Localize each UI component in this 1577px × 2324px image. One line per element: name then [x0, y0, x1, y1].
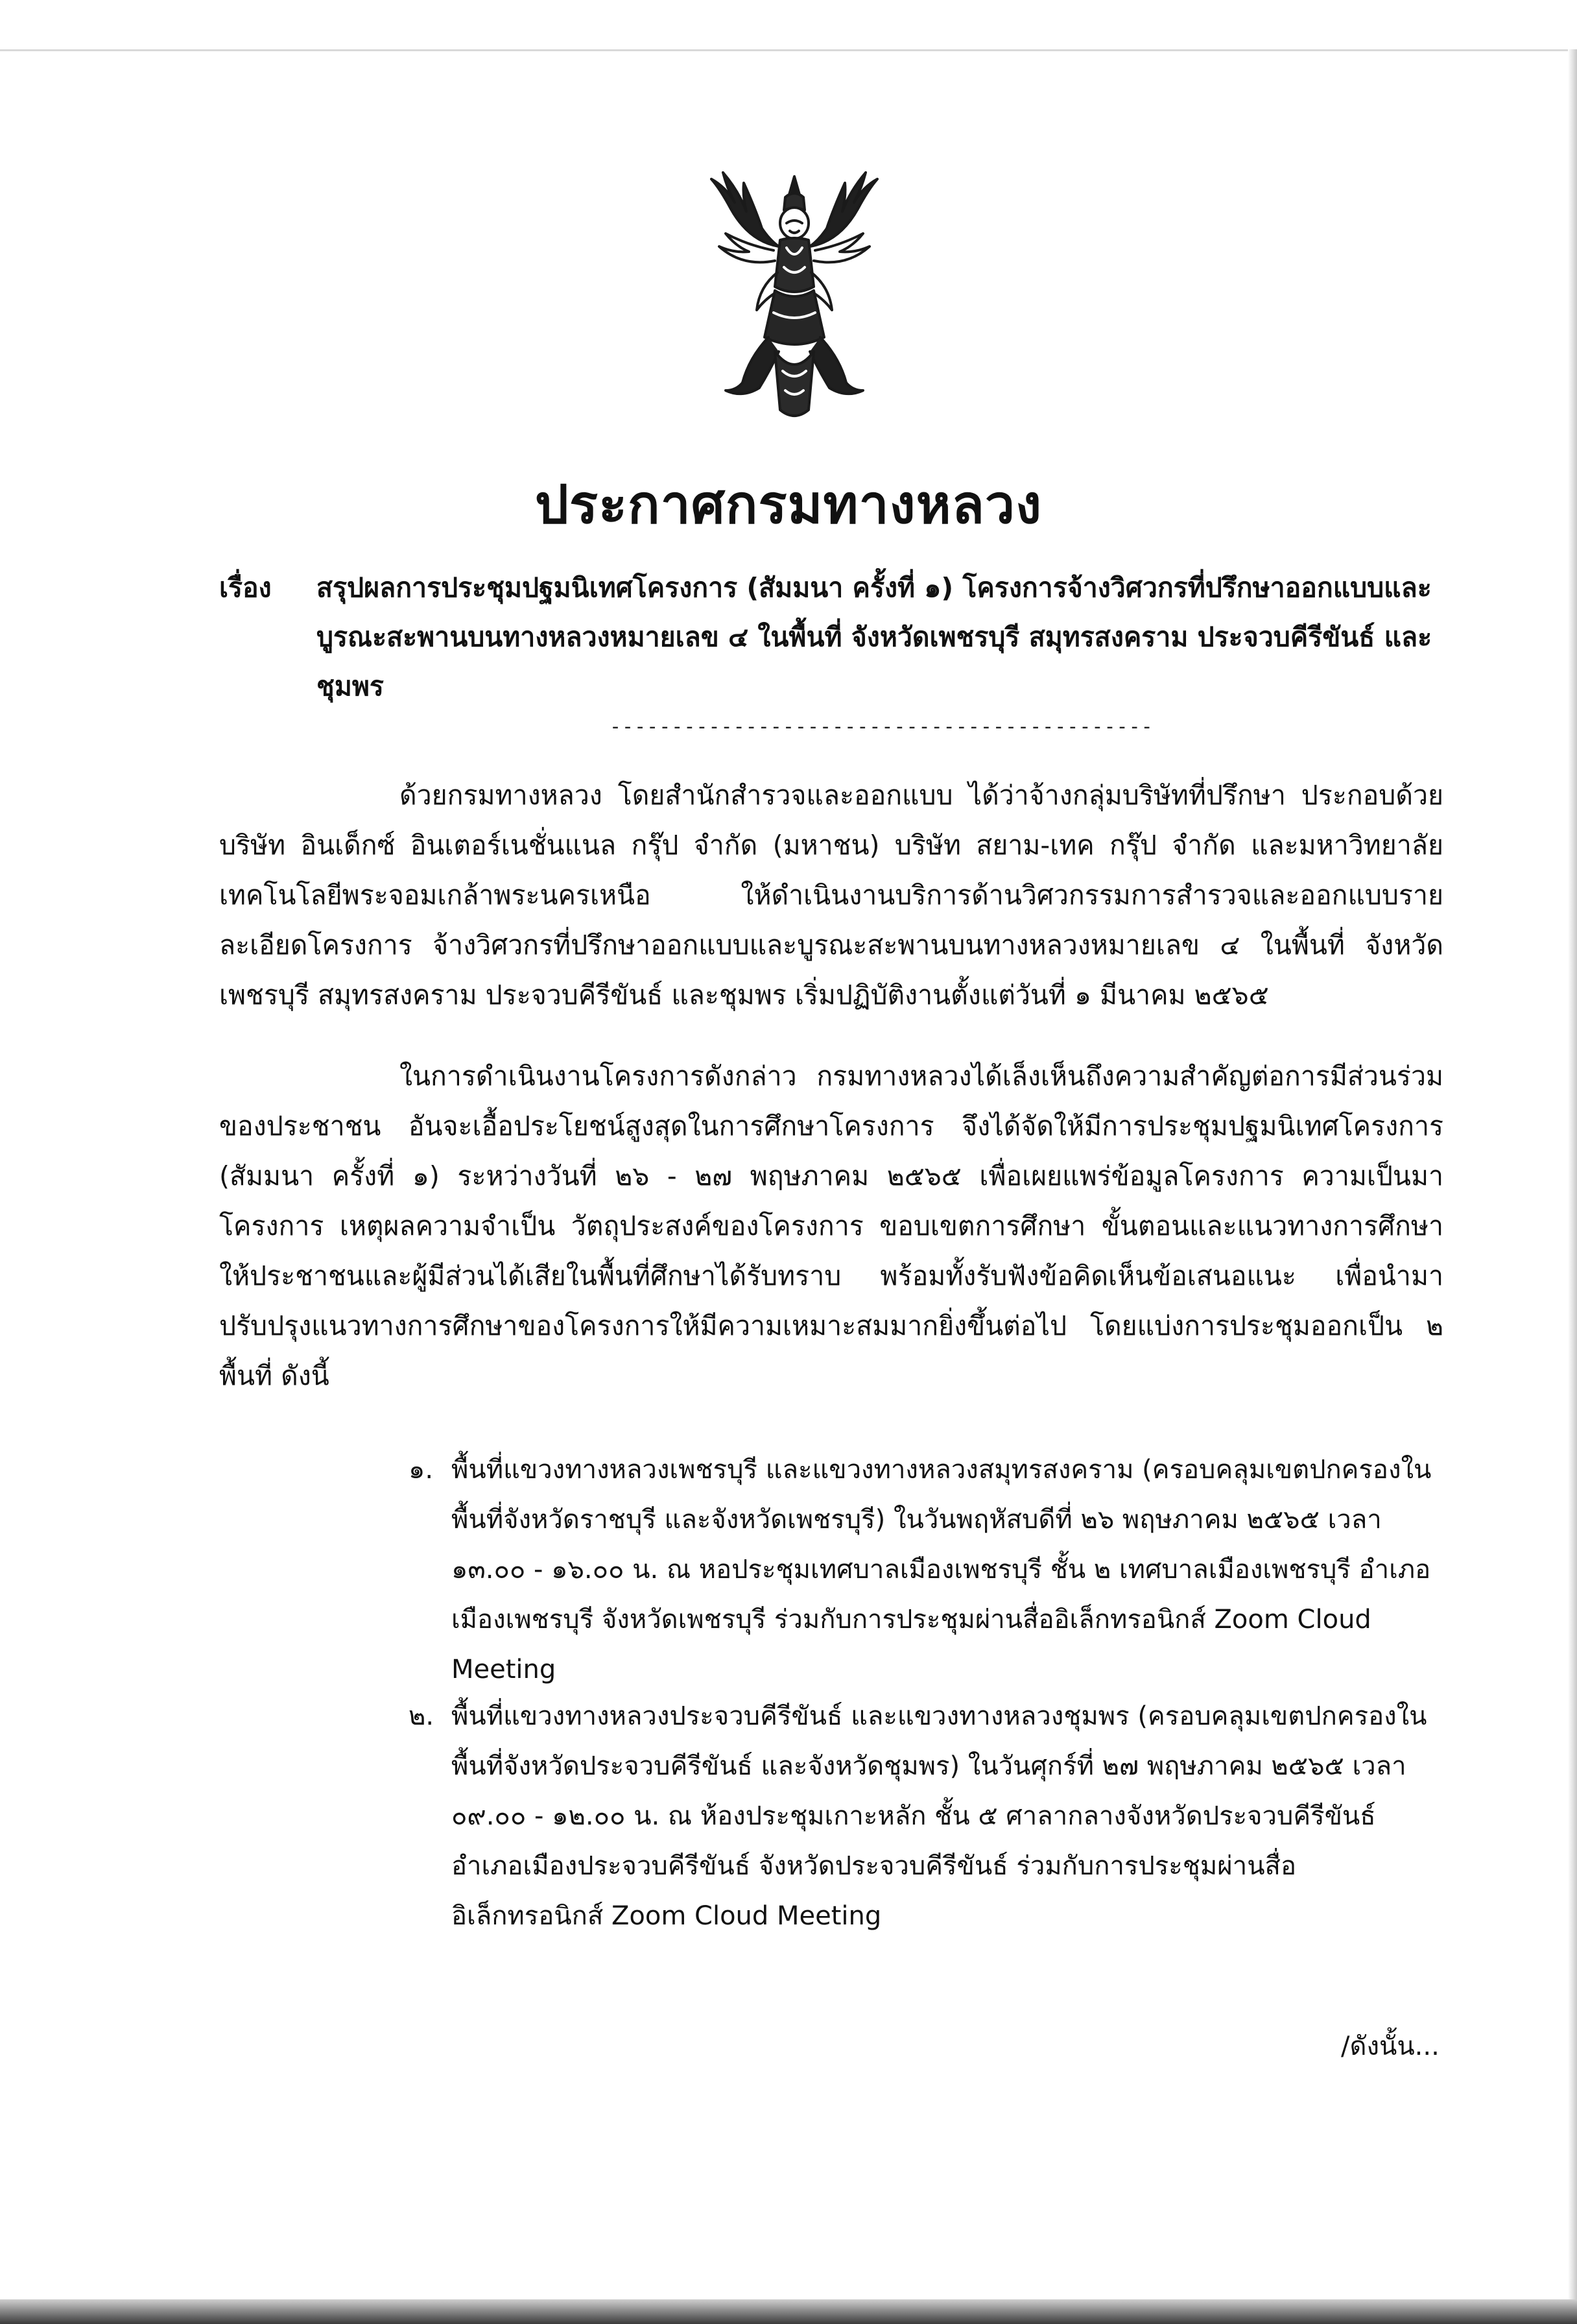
paragraph-1-text: ด้วยกรมทางหลวง โดยสำนักสำรวจและออกแบบ ได้ว่าจ้างกลุ่มบริษัทที่ปรึกษา ประกอบด้วย บริษัท อินเด็กซ์ อินเตอร์เนชั่นแนล กรุ๊ป จำกัด (มหาชน) บริษัท สยาม-เทค กรุ๊ป จำกัด และมหาวิทยาลัยเทคโนโลยีพระจอมเกล้าพระนครเหนือ ให้ดำเนินงานบริการด้านวิศวกรรมการสำรวจและออกแบบรายละเอียดโครงการ จ้างวิศวกรที่ปรึกษาออกแบบและบูรณะสะพานบนทางหลวงหมายเลข ๔ ในพื้นที่ จังหวัดเพชรบุรี สมุทรสงคราม ประจวบคีรีขันธ์ และชุมพร เริ่มปฏิบัติงานตั้งแต่วันที่ ๑ มีนาคม ๒๕๖๕ [219, 780, 1444, 1011]
page-shadow-right [1568, 49, 1577, 2306]
subject-label: เรื่อง [219, 572, 272, 603]
list-item [409, 1445, 1446, 1695]
paragraph-2-text: ในการดำเนินงานโครงการดังกล่าว กรมทางหลวงได้เล็งเห็นถึงความสำคัญต่อการมีส่วนร่วมของประชาชน อันจะเอื้อประโยชน์สูงสุดในการศึกษาโครงการ จึงได้จัดให้มีการประชุมปฐมนิเทศโครงการ (สัมมนา ครั้งที่ ๑) ระหว่างวันที่ ๒๖ - ๒๗ พฤษภาคม ๒๕๖๕ เพื่อเผยแพร่ข้อมูลโครงการ ความเป็นมาโครงการ เหตุผลความจำเป็น วัตถุประสงค์ของโครงการ ขอบเขตการศึกษา ขั้นตอนและแนวทางการศึกษา ให้ประชาชนและผู้มีส่วนได้เสียในพื้นที่ศึกษาได้รับทราบ พร้อมทั้งรับฟังข้อคิดเห็นข้อเสนอแนะ เพื่อนำมาปรับปรุงแนวทางการศึกษาของโครงการให้มีความเหมาะสมมากยิ่งขึ้นต่อไป โดยแบ่งการประชุมออกเป็น ๒ พื้นที่ ดังนี้ [219, 1060, 1443, 1391]
top-border [0, 49, 1577, 51]
list-item [409, 1692, 1446, 1941]
paragraph-2 [219, 1051, 1443, 1401]
list-item-number: ๑. [409, 1455, 434, 1485]
list-item-text: พื้นที่แขวงทางหลวงประจวบคีรีขันธ์ และแขวงทางหลวงชุมพร (ครอบคลุมเขตปกครองในพื้นที่จังหวัดประจวบคีรีขันธ์ และจังหวัดชุมพร) ในวันศุกร์ที่ ๒๗ พฤษภาคม ๒๕๖๕ เวลา ๐๙.๐๐ - ๑๒.๐๐ น. ณ ห้องประชุมเกาะหลัก ชั้น ๕ ศาลากลางจังหวัดประจวบคีรีขันธ์ อำเภอเมืองประจวบคีรีขันธ์ จังหวัดประจวบคีรีขันธ์ ร่วมกับการประชุมผ่านสื่ออิเล็กทรอนิกส์ Zoom Cloud Meeting [451, 1701, 1427, 1931]
list-item-number: ๒. [409, 1701, 434, 1731]
subject-text: สรุปผลการประชุมปฐมนิเทศโครงการ (สัมมนา ครั้งที่ ๑) โครงการจ้างวิศวกรที่ปรึกษาออกแบบและบูรณะสะพานบนทางหลวงหมายเลข ๔ ในพื้นที่ จังหวัดเพชรบุรี สมุทรสงคราม ประจวบคีรีขันธ์ และชุมพร [316, 572, 1432, 702]
document-title: ประกาศกรมทางหลวง [534, 474, 1043, 536]
page-shadow-bottom [0, 2299, 1577, 2324]
paragraph-1 [219, 771, 1443, 1020]
continuation-note: /ดังนั้น... [1341, 2031, 1440, 2061]
list-item-text: พื้นที่แขวงทางหลวงเพชรบุรี และแขวงทางหลวงสมุทรสงคราม (ครอบคลุมเขตปกครองในพื้นที่จังหวัดราชบุรี และจังหวัดเพชรบุรี) ในวันพฤหัสบดีที่ ๒๖ พฤษภาคม ๒๕๖๕ เวลา ๑๓.๐๐ - ๑๖.๐๐ น. ณ หอประชุมเทศบาลเมืองเพชรบุรี ชั้น ๒ เทศบาลเมืองเพชรบุรี อำเภอเมืองเพชรบุรี จังหวัดเพชรบุรี ร่วมกับการประชุมผ่านสื่ออิเล็กทรอนิกส์ Zoom Cloud Meeting [451, 1455, 1432, 1684]
garuda-emblem-icon [697, 163, 892, 428]
separator-line: -------------------------------------------- [610, 715, 1154, 738]
